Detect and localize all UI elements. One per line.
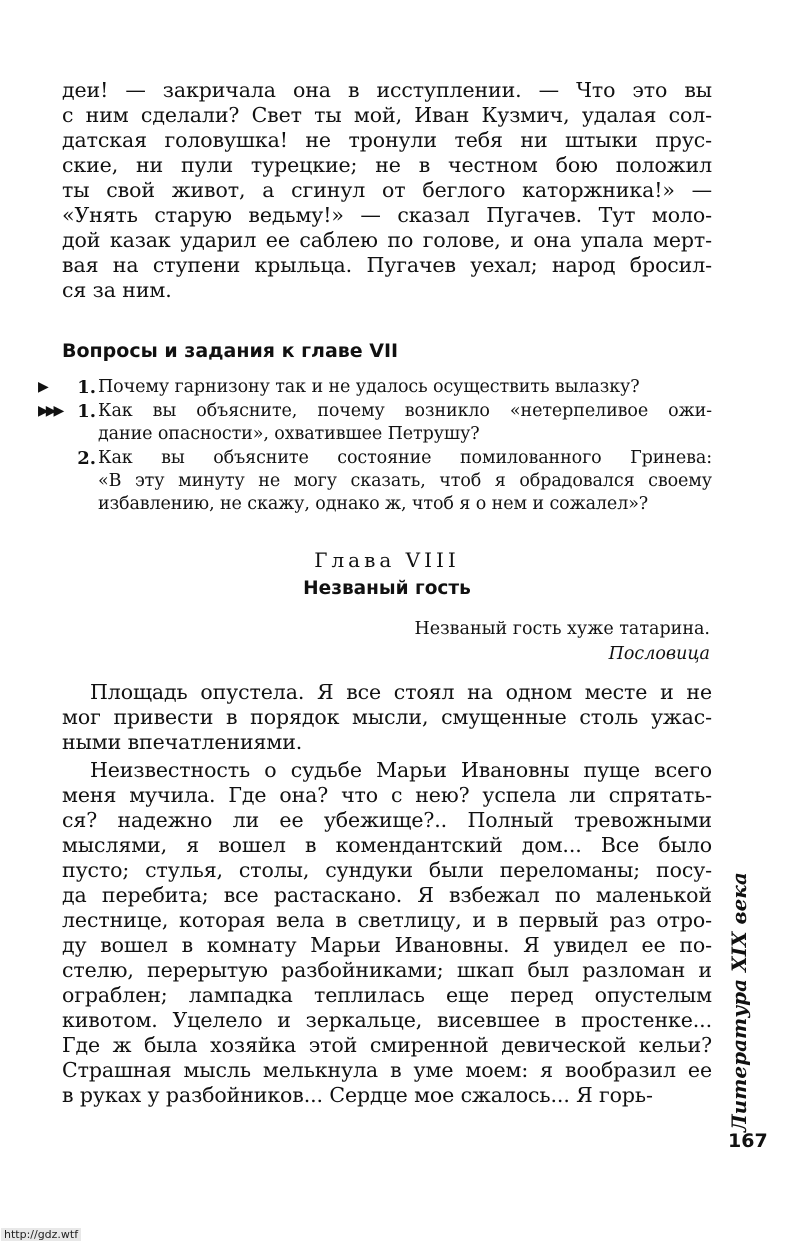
text-line: стелю, перерытую разбойниками; шкап был разломан и [62, 958, 712, 982]
question-number: 1. [77, 377, 96, 398]
question-item [38, 376, 712, 399]
text-line: избавлению, не скажу, однако ж, чтоб я о нем и сожалел»? [98, 494, 649, 514]
text-line: ские, ни пули турецкие; не в честном бою положил [62, 153, 712, 177]
text-line: деи! — закричала она в исступлении. — Что это вы [62, 78, 712, 102]
text-line: кивотом. Уцелело и зеркальце, висевшее в простенке... [62, 1008, 712, 1032]
question-number: 2. [77, 448, 96, 469]
text-line: лестнице, которая вела в светлицу, и в первый раз отро- [62, 908, 712, 932]
question-item [62, 447, 712, 516]
text-line: Почему гарнизону так и не удалось осуществить вылазку? [98, 377, 640, 397]
text-line: ограблен; лампадка теплилась еще перед опустелым [62, 983, 712, 1007]
epigraph [415, 617, 710, 667]
text-line: «В эту минуту не могу сказать, чтоб я обрадовался своему [98, 471, 712, 491]
text-line: ду вошел в комнату Марьи Ивановны. Я увидел ее по- [62, 933, 712, 957]
question-text [98, 400, 712, 446]
epigraph-source: Пословица [608, 644, 710, 664]
text-line: Как вы объясните состояние помилованного Гринева: [98, 448, 712, 468]
epigraph-text: Незваный гость хуже татарина. [414, 619, 710, 639]
questions-list [38, 376, 712, 517]
text-line: Как вы объясните, почему возникло «нетерпеливое ожи- [98, 401, 712, 421]
page-number: 167 [728, 1130, 768, 1152]
side-section-label: Литература XIX века [727, 872, 751, 1132]
difficulty-marker-icon: ▶ [38, 379, 46, 395]
text-line: ты свой живот, а сгинул от беглого каторжника!» — [62, 178, 712, 202]
text-line: ся? надежно ли ее убежище?.. Полный тревожными [62, 808, 712, 832]
text-line: пусто; стулья, столы, сундуки были переломаны; посу- [62, 858, 712, 882]
chapter-label: Глава VIII [314, 548, 460, 572]
question-number: 1. [77, 401, 96, 422]
text-line: в руках у разбойников... Сердце мое сжалось... Я горь- [62, 1083, 653, 1107]
text-line: вая на ступени крыльца. Пугачев уехал; народ бросил- [62, 253, 712, 277]
questions-heading: Вопросы и задания к главе VII [62, 340, 399, 362]
text-line: дой казак ударил ее саблею по голове, и она упала мерт- [62, 228, 712, 252]
watermark-link[interactable]: http://gdz.wtf [1, 1228, 81, 1241]
text-line: ся за ним. [62, 278, 172, 302]
text-line: Страшная мысль мелькнула в уме моем: я вообразил ее [62, 1058, 712, 1082]
text-line: Неизвестность о судьбе Марьи Ивановны пуще всего [90, 758, 712, 782]
text-line: датская головушка! не тронули тебя ни штыки прус- [62, 128, 712, 152]
text-line: мог привести в порядок мысли, смущенные столь ужас- [62, 705, 712, 729]
text-line: Площадь опустела. Я все стоял на одном месте и не [90, 680, 712, 704]
text-line: меня мучила. Где она? что с нею? успела ли спрятать- [62, 783, 712, 807]
text-line: «Унять старую ведьму!» — сказал Пугачев. Тут моло- [62, 203, 712, 227]
text-line: да перебита; все растаскано. Я взбежал по маленькой [62, 883, 712, 907]
question-text [98, 376, 712, 399]
chapter-title: Незваный гость [303, 578, 471, 599]
text-line: Где ж была хозяйка этой смиренной девической кельи? [62, 1033, 712, 1057]
text-line: дание опасности», охватившее Петрушу? [98, 424, 480, 444]
text-line: мыслями, я вошел в комендантский дом... Все было [62, 833, 712, 857]
text-line: с ним сделали? Свет ты мой, Иван Кузмич, удалая сол- [62, 103, 712, 127]
text-line: ными впечатлениями. [62, 730, 303, 754]
paragraph-1 [62, 680, 712, 755]
difficulty-marker-icon: ▶▶▶ [38, 403, 62, 419]
question-item [38, 400, 712, 446]
paragraph-2 [62, 758, 712, 1108]
top-paragraph [62, 78, 712, 303]
question-text [98, 447, 712, 516]
